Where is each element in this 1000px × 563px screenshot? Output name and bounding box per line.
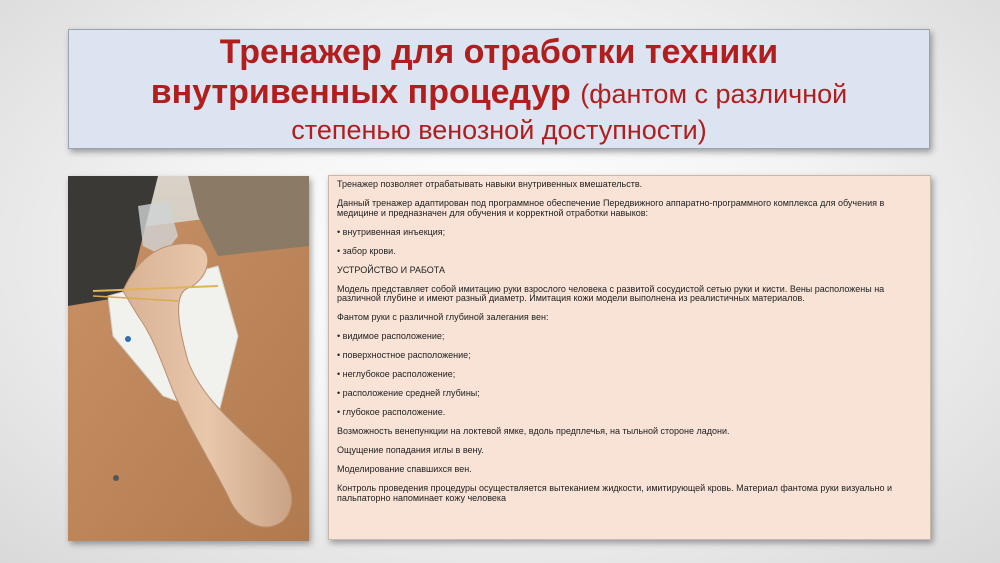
title-line-1: Тренажер для отработки техники bbox=[219, 33, 779, 71]
paragraph-control: Контроль проведения процедуры осуществляется вытеканием жидкости, имитирующей кровь. Материал фантома руки визуально и пальпаторно напоминает кожу человека bbox=[337, 483, 892, 503]
section-heading: УСТРОЙСТВО И РАБОТА bbox=[337, 264, 445, 275]
paragraph-venipuncture: Возможность венепункции на локтевой ямке, вдоль предплечья, на тыльной стороне ладони. bbox=[337, 426, 730, 436]
title-subtitle-start: (фантом с различной bbox=[580, 79, 848, 109]
description-text-box bbox=[328, 175, 931, 540]
bullet-shallow: • неглубокое расположение; bbox=[337, 369, 456, 379]
bullet-injection: • внутривенная инъекция; bbox=[337, 226, 446, 237]
paragraph-needle: Ощущение попадания иглы в вену. bbox=[337, 445, 484, 455]
paragraph-collapsed: Моделирование спавшихся вен. bbox=[337, 464, 472, 474]
title-subtitle-end: степенью венозной доступности) bbox=[291, 115, 707, 145]
bullet-deep: • глубокое расположение. bbox=[337, 407, 446, 417]
bullet-visible: • видимое расположение; bbox=[337, 331, 445, 341]
arm-phantom-illustration bbox=[68, 176, 309, 541]
bullet-superficial: • поверхностное расположение; bbox=[337, 350, 471, 360]
title-line-2 bbox=[151, 72, 847, 114]
trainer-arm-photo bbox=[68, 176, 309, 541]
title-main-text: внутривенных процедур bbox=[150, 73, 571, 111]
paragraph-model: Модель представляет собой имитацию руки взрослого человека с развитой сосудистой сетью руки и кисти. Вены расположены на различной глубине и имеют разный диаметр. Имитация кожи модели выполнена из реалистичных материалов. bbox=[337, 283, 885, 303]
bullet-blood-draw: • забор крови. bbox=[337, 245, 396, 256]
paragraph-intro: Тренажер позволяет отрабатывать навыки внутривенных вмешательств. bbox=[337, 179, 643, 189]
paragraph-software: Данный тренажер адаптирован под программное обеспечение Передвижного аппаратно-программного комплекса для обучения в медицине и предназначен для обучения и корректной отработки навыков: bbox=[337, 198, 885, 218]
bullet-medium: • расположение средней глубины; bbox=[337, 388, 480, 398]
title-box bbox=[68, 29, 930, 149]
paragraph-vein-depth: Фантом руки с различной глубиной залегания вен: bbox=[337, 312, 549, 322]
